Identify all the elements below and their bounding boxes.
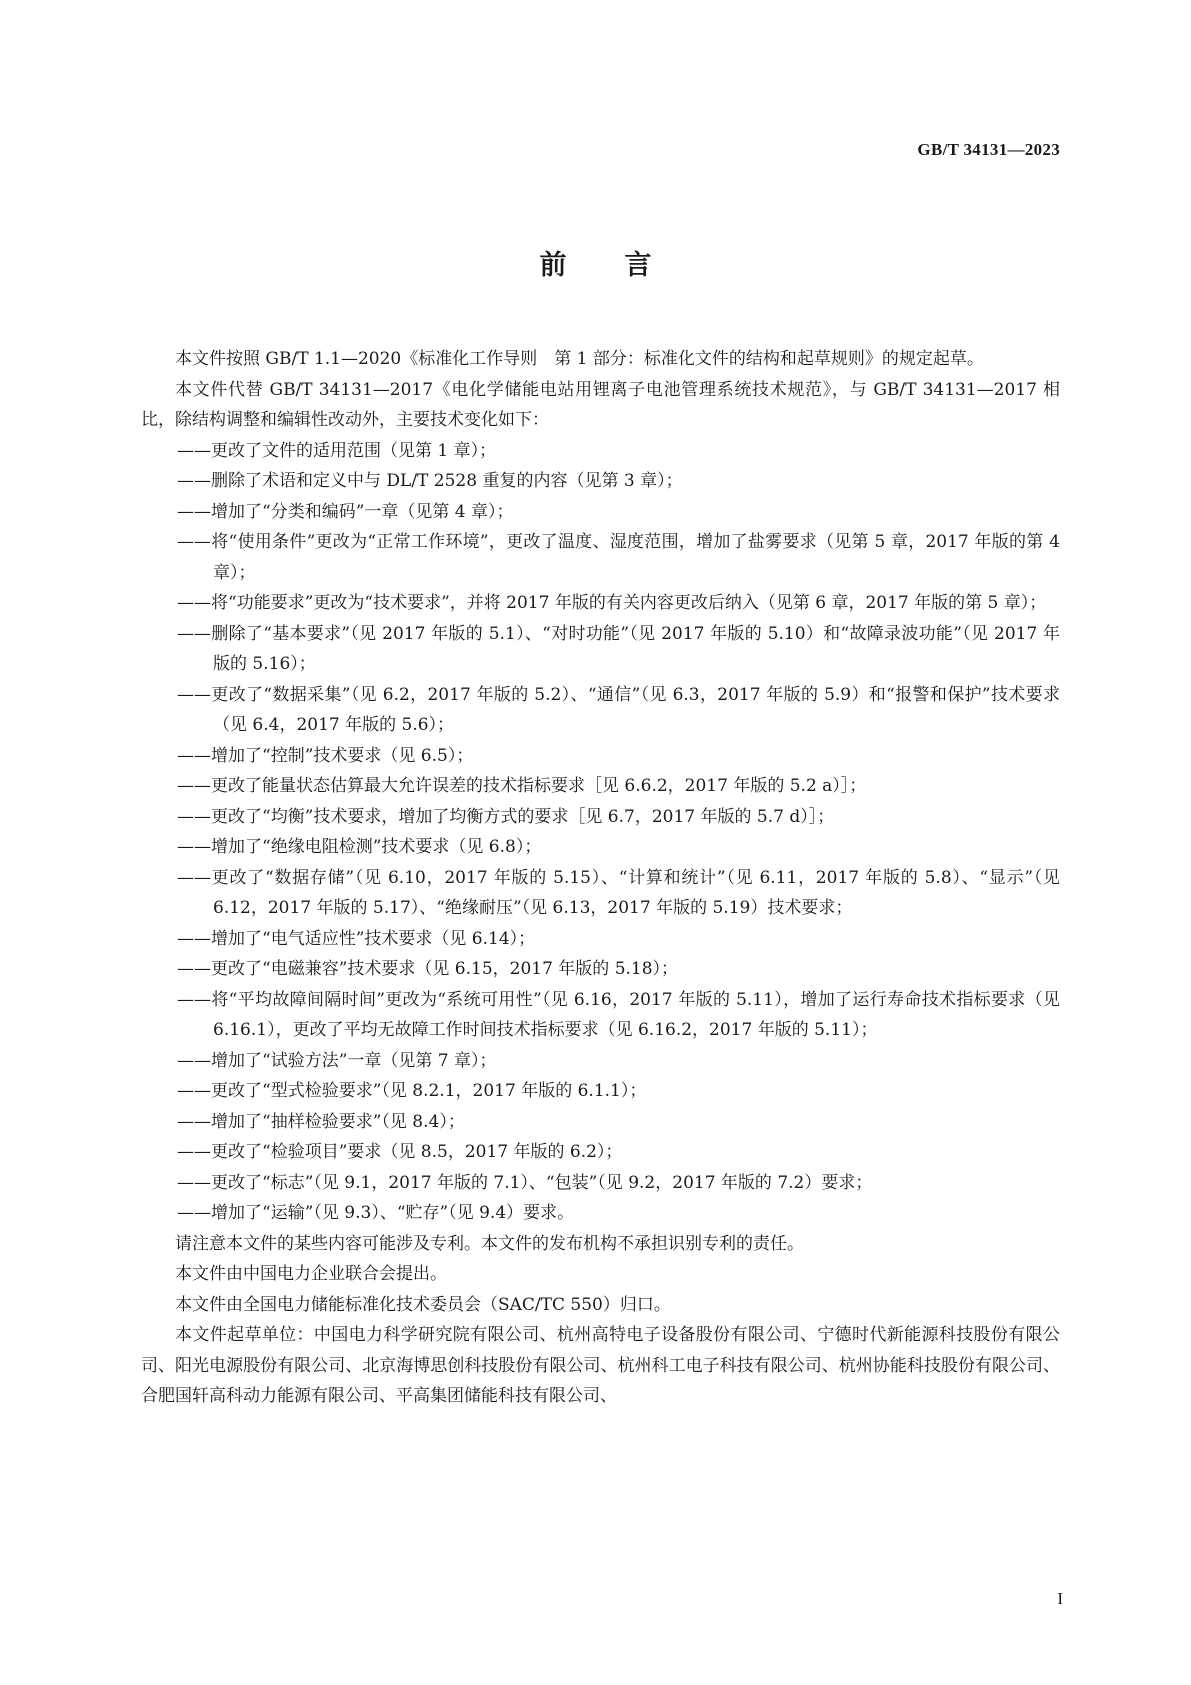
patent-notice: 请注意本文件的某些内容可能涉及专利。本文件的发布机构不承担识别专利的责任。 — [175, 1233, 804, 1254]
list-item: ——将“平均故障间隔时间”更改为“系统可用性”（见 6.16，2017 年版的 5.11），增加了运行寿命技术指标要求（见 6.16.1），更改了平均无故障工作时间技术指标要求（见 6.16.2，2017 年版的 5.11）； — [177, 989, 1060, 1040]
page-number: I — [1057, 1589, 1063, 1608]
list-item: ——更改了“数据采集”（见 6.2，2017 年版的 5.2）、“通信”（见 6.3，2017 年版的 5.9）和“报警和保护”技术要求（见 6.4，2017 年版的 5.6）； — [177, 684, 1060, 735]
list-item: ——增加了“电气适应性”技术要求（见 6.14）； — [177, 928, 536, 949]
list-item: ——将“使用条件”更改为“正常工作环境”，更改了温度、湿度范围，增加了盐雾要求（见第 5 章，2017 年版的第 4 章）； — [177, 532, 1060, 583]
list-item: ——删除了术语和定义中与 DL/T 2528 重复的内容（见第 3 章）； — [177, 471, 683, 491]
changes-list — [141, 436, 1060, 1229]
list-item: ——增加了“运输”（见 9.3）、“贮存”（见 9.4）要求。 — [177, 1203, 575, 1223]
list-item: ——增加了“抽样检验要求”（见 8.4）； — [177, 1111, 465, 1132]
list-item: ——删除了“基本要求”（见 2017 年版的 5.1）、“对时功能”（见 2017 年版的 5.10）和“故障录波功能”（见 2017 年版的 5.16）； — [177, 623, 1060, 674]
list-item: ——增加了“绝缘电阻检测”技术要求（见 6.8）； — [177, 837, 542, 857]
document-body — [141, 344, 1060, 1412]
standard-code: GB/T 34131—2023 — [917, 140, 1060, 159]
list-item: ——更改了“电磁兼容”技术要求（见 6.15，2017 年版的 5.18）； — [177, 959, 679, 979]
centralized-by: 本文件由全国电力储能标准化技术委员会（SAC/TC 550）归口。 — [175, 1294, 671, 1315]
replacement-paragraph: 本文件代替 GB/T 34131—2017《电化学储能电站用锂离子电池管理系统技术规范》，与 GB/T 34131—2017 相比，除结构调整和编辑性改动外，主要技术变化如下： — [141, 379, 1060, 430]
list-item: ——更改了“均衡”技术要求，增加了均衡方式的要求［见 6.7，2017 年版的 5.7 d）］； — [177, 806, 835, 827]
list-item: ——更改了“检验项目”要求（见 8.5，2017 年版的 6.2）； — [177, 1142, 623, 1162]
intro-paragraph: 本文件按照 GB/T 1.1—2020《标准化工作导则 第 1 部分：标准化文件的结构和起草规则》的规定起草。 — [175, 349, 984, 369]
proposed-by: 本文件由中国电力企业联合会提出。 — [175, 1264, 447, 1284]
list-item: ——增加了“试验方法”一章（见第 7 章）； — [177, 1050, 497, 1071]
list-item: ——更改了“标志”（见 9.1，2017 年版的 7.1）、“包装”（见 9.2，2017 年版的 7.2）要求； — [177, 1172, 873, 1193]
list-item: ——更改了能量状态估算最大允许误差的技术指标要求［见 6.6.2，2017 年版的 5.2 a）］； — [177, 776, 867, 796]
drafting-units: 本文件起草单位：中国电力科学研究院有限公司、杭州高特电子设备股份有限公司、宁德时代新能源科技股份有限公司、阳光电源股份有限公司、北京海博思创科技股份有限公司、杭州科工电子科技有限公司、杭州协能科技股份有限公司、合肥国轩高科动力能源有限公司、平高集团储能科技有限公司、 — [141, 1325, 1060, 1406]
list-item: ——更改了“数据存储”（见 6.10，2017 年版的 5.15）、“计算和统计”（见 6.11，2017 年版的 5.8）、“显示”（见 6.12，2017 年版的 5.17）、“绝缘耐压”（见 6.13，2017 年版的 5.19）技术要求； — [177, 867, 1060, 918]
list-item: ——增加了“分类和编码”一章（见第 4 章）； — [177, 501, 514, 522]
list-item: ——将“功能要求”更改为“技术要求”，并将 2017 年版的有关内容更改后纳入（见第 6 章，2017 年版的第 5 章）； — [177, 593, 1047, 613]
page-title: 前言 — [539, 250, 710, 281]
list-item: ——增加了“控制”技术要求（见 6.5）； — [177, 745, 474, 766]
list-item: ——更改了文件的适用范围（见第 1 章）； — [177, 440, 497, 461]
list-item: ——更改了“型式检验要求”（见 8.2.1，2017 年版的 6.1.1）； — [177, 1081, 647, 1101]
